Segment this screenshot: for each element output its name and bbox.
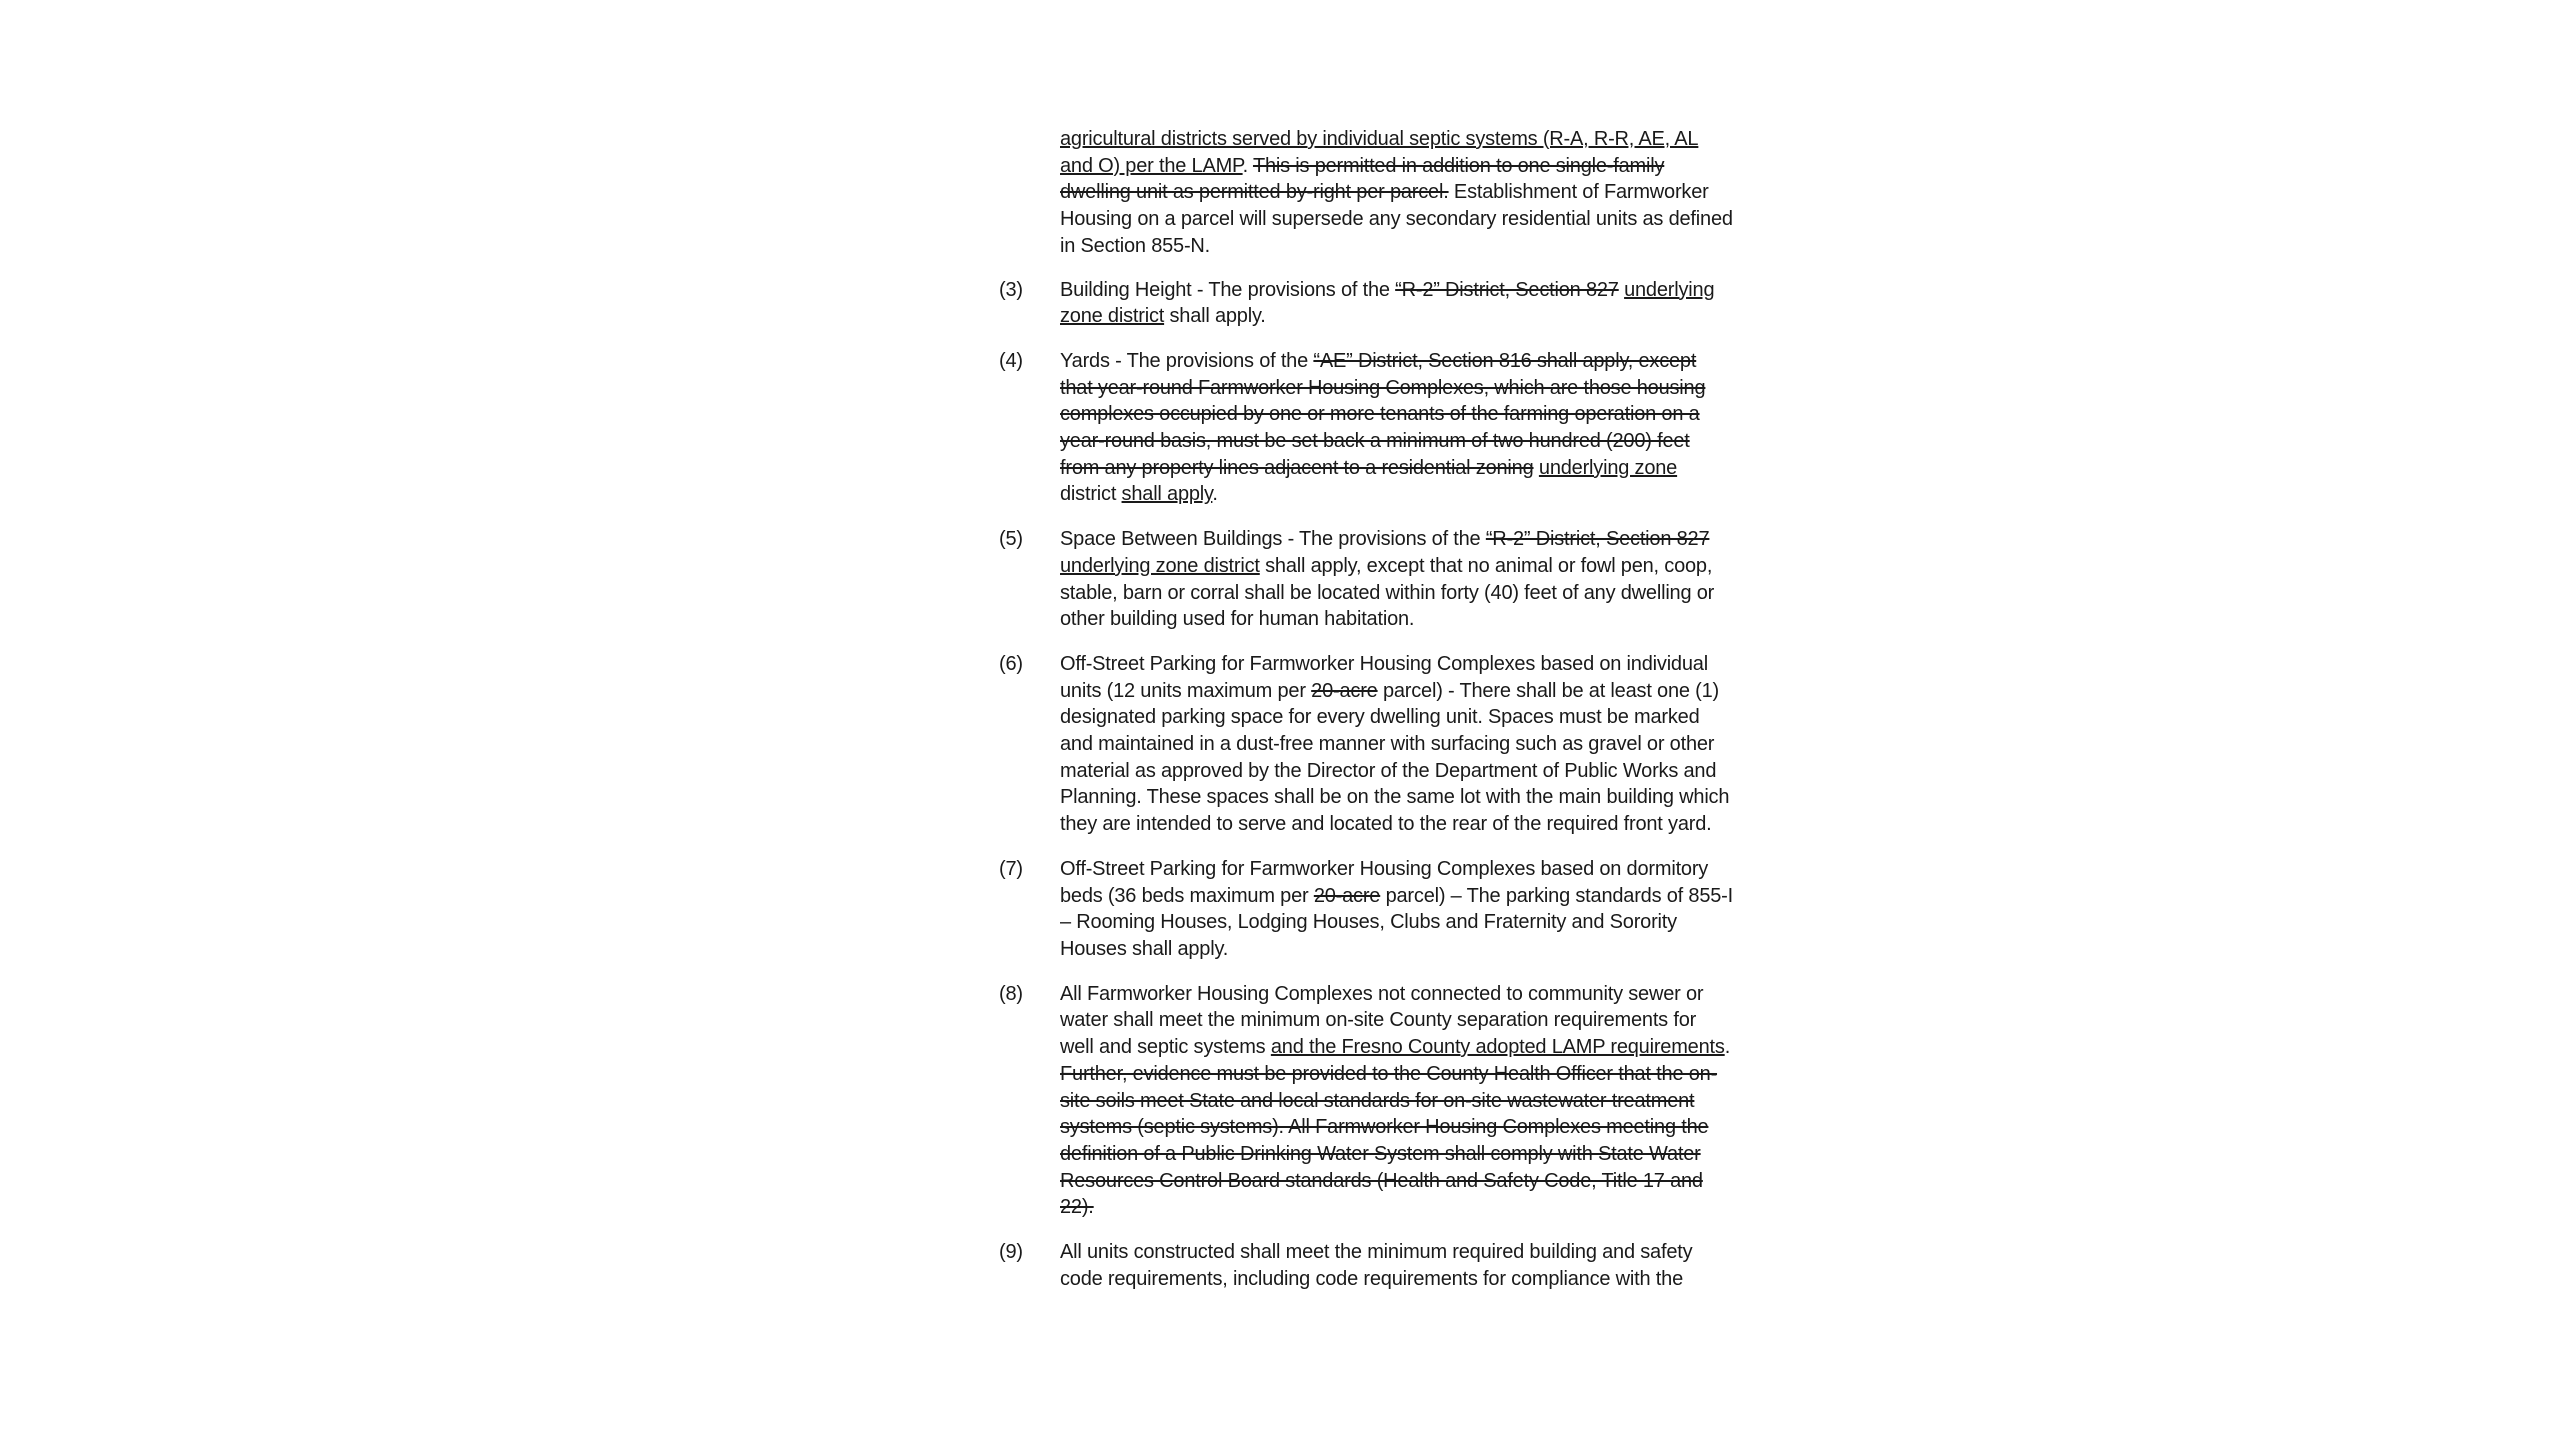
item-run: 20-acre	[1311, 679, 1378, 702]
list-item-5	[993, 526, 1733, 633]
item-run: Off-Street Parking for Farmworker Housing Complexes based on individual units (12 units maximum per	[1060, 652, 1708, 702]
item-number: (5)	[999, 528, 1023, 551]
item-run: 20-acre	[1313, 884, 1381, 907]
item-run: shall apply.	[1164, 305, 1266, 328]
list-item-3	[993, 277, 1733, 330]
item-run: .	[1212, 483, 1218, 506]
list-item-6	[993, 651, 1733, 838]
list-item-8	[993, 981, 1733, 1221]
intro-run: This is permitted in addition to one single-family dwelling unit as permitted by-right per parcel.	[1060, 154, 1665, 204]
item-number: (6)	[999, 652, 1023, 675]
item-number: (8)	[999, 982, 1023, 1005]
item-run: shall apply, except that no animal or fowl pen, coop, stable, barn or corral shall be located within forty (40) feet of any dwelling or other building used for human habitation.	[1060, 554, 1715, 631]
intro-paragraph	[993, 126, 1733, 260]
item-run: Yards - The provisions of the	[1060, 349, 1314, 372]
item-run: All Farmworker Housing Complexes not connected to community sewer or water shall meet the minimum on-site County separation requirements for well and septic systems	[1060, 982, 1704, 1059]
item-number: (7)	[999, 857, 1023, 880]
item-run: .	[1724, 1036, 1731, 1059]
item-run: and the Fresno County adopted LAMP requirements	[1270, 1036, 1725, 1059]
item-run: underlying zone district	[1060, 554, 1260, 577]
item-run: All units constructed shall meet the minimum required building and safety code requirements, including code requirements for compliance with the	[1060, 1241, 1693, 1290]
intro-run: .	[1242, 154, 1253, 177]
item-run: district	[1060, 483, 1122, 506]
item-run: parcel) – The parking standards of 855-I – Rooming Houses, Lodging Houses, Clubs and Fraternity and Sorority Houses shall apply.	[1060, 884, 1733, 960]
item-run: “AE” District, Section 816 shall apply, except that year-round Farmworker Housing Complexes, which are those housing complexes occupied by one or more tenants of the farming operation on a year-round basis, must be set back a minimum of two hundred (200) feet from any property lines adjacent to a residential zoning	[1060, 349, 1706, 479]
list-item-4	[993, 348, 1733, 508]
item-run: parcel) - There shall be at least one (1) designated parking space for every dwelling unit. Spaces must be marked and maintained in a dust-free manner with surfacing such as gravel or other material as approved by the Director of the Department of Public Works and Planning. These spaces shall be on the same lot with the main building which they are intended to serve and located to the rear of the required front yard.	[1060, 679, 1730, 836]
item-run: shall apply	[1121, 483, 1213, 506]
item-run: “R-2” District, Section 827	[1485, 528, 1710, 551]
item-run: underlying zone district	[1060, 278, 1715, 328]
document-page	[993, 126, 1733, 1310]
item-run: Off-Street Parking for Farmworker Housing Complexes based on dormitory beds (36 beds maximum per	[1060, 857, 1709, 907]
item-number: (3)	[999, 278, 1023, 301]
intro-run: agricultural districts served by individual septic systems (R-A, R-R, AE, AL and O) per the LAMP	[1060, 128, 1699, 177]
item-number: (9)	[999, 1241, 1023, 1264]
list-item-7	[993, 856, 1733, 963]
item-run: Space Between Buildings - The provisions of the	[1060, 528, 1486, 551]
item-run: Building Height - The provisions of the	[1060, 278, 1396, 301]
item-number: (4)	[999, 349, 1023, 372]
item-run: Further, evidence must be provided to the County Health Officer that the on-site soils meet State and local standards for on-site wastewater treatment systems (septic systems). All Farmworker Housing Complexes meeting the definition of a Public Drinking Water System shall comply with State Water Resources Control Board standards (Health and Safety Code, Title 17 and 22).	[1060, 1062, 1718, 1219]
list-item-9	[993, 1239, 1733, 1292]
item-run: underlying zone	[1538, 456, 1678, 479]
item-run: “R-2” District, Section 827	[1395, 278, 1619, 301]
intro-run: Establishment of Farmworker Housing on a parcel will supersede any secondary residential units as defined in Section 855-N.	[1060, 181, 1733, 257]
